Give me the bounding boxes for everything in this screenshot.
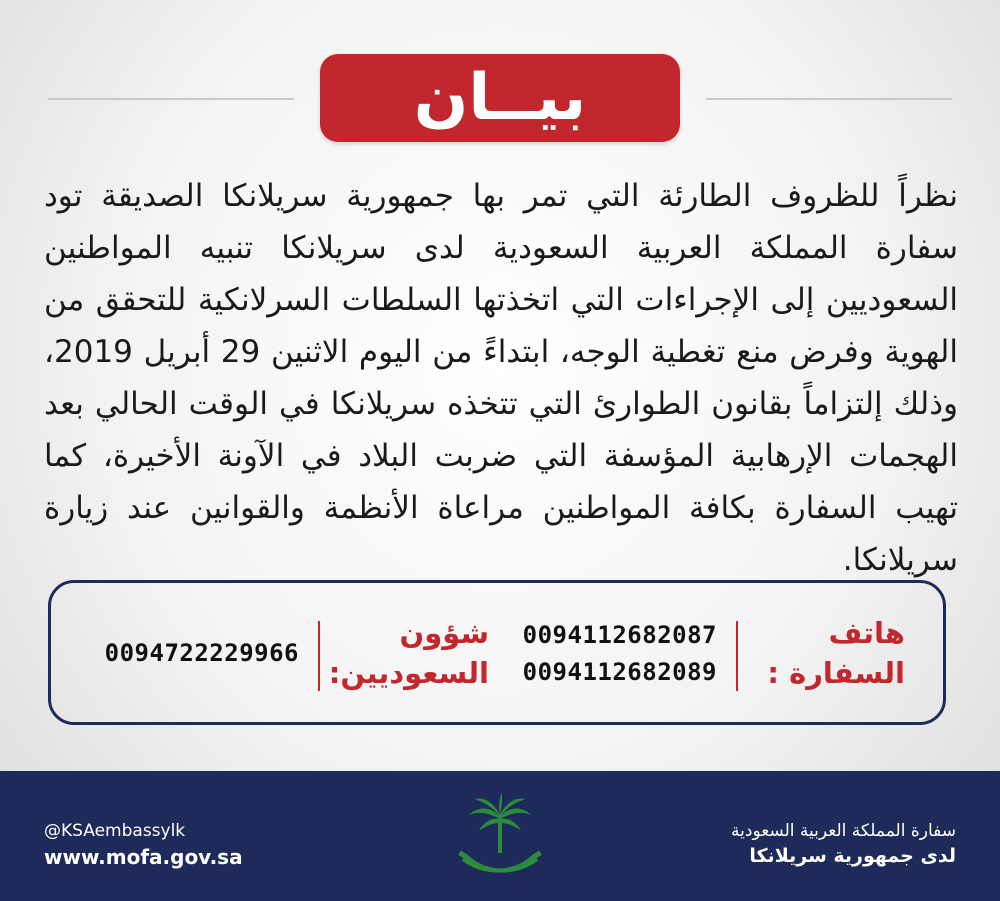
embassy-label-line2: السفارة : (767, 656, 905, 690)
footer (0, 771, 1000, 901)
contact-divider (318, 621, 320, 691)
affairs-phone: 0094722229966 (104, 639, 299, 667)
embassy-phone-2: 0094112682089 (522, 658, 717, 686)
affairs-label-line1: شؤون (399, 616, 489, 650)
twitter-handle: @KSAembassylk (44, 821, 186, 841)
divider-line-right (706, 98, 952, 100)
title-badge (320, 54, 680, 142)
embassy-label-line1: هاتف (828, 616, 905, 650)
contact-divider (736, 621, 738, 691)
embassy-name-line1: سفارة المملكة العربية السعودية (731, 821, 956, 841)
page-title: بيــان (413, 61, 587, 135)
website-link: www.mofa.gov.sa (44, 845, 243, 869)
palm-and-swords-icon (455, 793, 545, 893)
affairs-label-line2: السعوديين: (328, 656, 489, 690)
divider-line-left (48, 98, 294, 100)
embassy-phone-1: 0094112682087 (522, 621, 717, 649)
affairs-phone-label (319, 613, 489, 693)
contact-box (48, 580, 946, 725)
statement-text: نظراً للظروف الطارئة التي تمر بها جمهورية سريلانكا الصديقة تود سفارة المملكة العربية السعودية لدى سريلانكا تنبيه المواطنين السعوديين إلى الإجراءات التي اتخذتها السلطات السرلانكية للتحقق من الهوية وفرض منع تغطية الوجه، ابتداءً من اليوم الاثنين 29 أبريل 2019، وذلك إلتزاماً بقانون الطوارئ التي تتخذه سريلانكا في الوقت الحالي بعد الهجمات الإرهابية المؤسفة التي ضربت البلاد في الآونة الأخيرة، كما تهيب السفارة بكافة المواطنين مراعاة الأنظمة والقوانين عند زيارة سريلانكا. (44, 178, 958, 578)
embassy-name-line2: لدى جمهورية سريلانكا (749, 845, 956, 867)
embassy-phone-label (755, 613, 905, 693)
